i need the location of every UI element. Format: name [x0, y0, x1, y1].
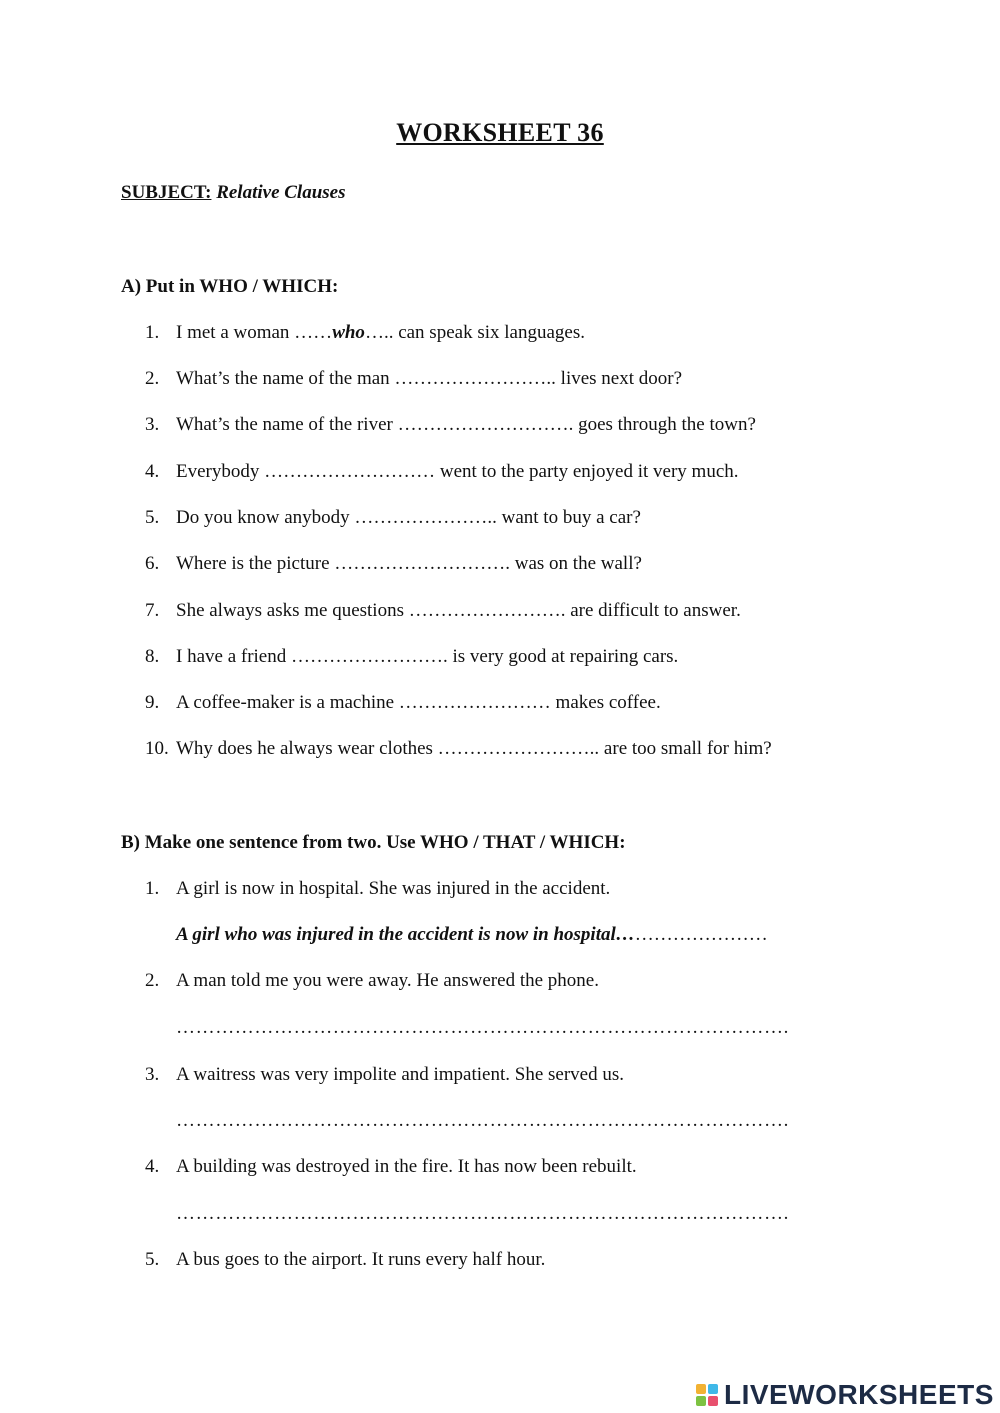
- item-text[interactable]: What’s the name of the man …………………….. lives next door?: [176, 368, 683, 389]
- item-number: 7.: [145, 600, 160, 621]
- section-b-item-3: [145, 1064, 624, 1086]
- item-number: 3.: [145, 414, 160, 435]
- section-a-heading: A) Put in WHO / WHICH:: [121, 276, 339, 297]
- liveworksheets-logo: [696, 1380, 994, 1410]
- section-a-item-3: [145, 414, 756, 436]
- section-a-item-7: [145, 600, 741, 622]
- item-text: A girl is now in hospital. She was injured in the accident.: [176, 878, 611, 899]
- answer-line[interactable]: ………………………………………………………………………………….: [176, 1110, 789, 1131]
- item-text-after: ….. can speak six languages.: [364, 322, 585, 343]
- item-number: 5.: [145, 1249, 160, 1270]
- section-a-item-4: [145, 461, 739, 483]
- section-b-item-5: [145, 1249, 545, 1271]
- item-text[interactable]: Do you know anybody ………………….. want to buy a car?: [176, 507, 641, 528]
- item-text[interactable]: Why does he always wear clothes …………………….. are too small for him?: [176, 738, 772, 759]
- item-text-before: I met a woman ……: [176, 322, 333, 343]
- answer-line[interactable]: ………………………………………………………………………………….: [176, 1203, 789, 1224]
- item-text: A waitress was very impolite and impatient. She served us.: [176, 1064, 624, 1085]
- subject-label: SUBJECT:: [121, 182, 212, 203]
- section-b-item-2: [145, 970, 599, 992]
- item-number: 5.: [145, 507, 160, 528]
- item-text[interactable]: I have a friend ……………………. is very good at repairing cars.: [176, 646, 679, 667]
- section-b-item-1-answer[interactable]: [176, 924, 768, 946]
- logo-square-1: [696, 1384, 706, 1394]
- item-text: A man told me you were away. He answered the phone.: [176, 970, 599, 991]
- logo-square-4: [708, 1396, 718, 1406]
- section-a-item-8: [145, 646, 678, 668]
- logo-square-2: [708, 1384, 718, 1394]
- item-text[interactable]: A coffee-maker is a machine …………………… makes coffee.: [176, 692, 661, 713]
- section-a-item-9: [145, 692, 661, 714]
- logo-square-3: [696, 1396, 706, 1406]
- section-a-item-6: [145, 553, 642, 575]
- section-a-item-1: [145, 322, 585, 344]
- item-text: A bus goes to the airport. It runs every half hour.: [176, 1249, 546, 1270]
- item-text[interactable]: Where is the picture ………………………. was on the wall?: [176, 553, 642, 574]
- item-number: 8.: [145, 646, 160, 667]
- item-text: A building was destroyed in the fire. It has now been rebuilt.: [176, 1156, 637, 1177]
- item-text[interactable]: What’s the name of the river ………………………. goes through the town?: [176, 414, 756, 435]
- model-answer: A girl who was injured in the accident is now in hospital…: [176, 924, 635, 945]
- section-b-item-2-answer[interactable]: [176, 1017, 806, 1039]
- item-text[interactable]: Everybody ……………………… went to the party enjoyed it very much.: [176, 461, 739, 482]
- item-number: 9.: [145, 692, 160, 713]
- section-b-heading: B) Make one sentence from two. Use WHO / THAT / WHICH:: [121, 832, 626, 853]
- item-answer[interactable]: who: [332, 322, 365, 343]
- item-number: 4.: [145, 1156, 160, 1177]
- item-number: 6.: [145, 553, 160, 574]
- worksheet-title: WORKSHEET 36: [396, 118, 604, 147]
- section-a-item-5: [145, 507, 641, 529]
- item-number: 1.: [145, 878, 160, 899]
- logo-text: LIVEWORKSHEETS: [724, 1379, 994, 1410]
- subject-line: [121, 182, 346, 204]
- subject-value: Relative Clauses: [216, 182, 346, 203]
- section-a-item-2: [145, 368, 682, 390]
- item-text[interactable]: She always asks me questions ……………………. are difficult to answer.: [176, 600, 741, 621]
- section-b-item-1: [145, 878, 610, 900]
- model-answer-dots: …………………: [634, 924, 768, 945]
- item-number: 4.: [145, 461, 160, 482]
- section-b-item-4: [145, 1156, 637, 1178]
- section-b-item-3-answer[interactable]: [176, 1110, 806, 1132]
- item-number: 1.: [145, 322, 160, 343]
- item-number: 2.: [145, 970, 160, 991]
- section-b-item-4-answer[interactable]: [176, 1203, 806, 1225]
- item-number: 2.: [145, 368, 160, 389]
- answer-line[interactable]: ………………………………………………………………………………….: [176, 1017, 789, 1038]
- section-a-item-10: [145, 738, 772, 760]
- logo-grid-icon: [696, 1384, 718, 1406]
- item-number: 10.: [145, 738, 169, 759]
- item-number: 3.: [145, 1064, 160, 1085]
